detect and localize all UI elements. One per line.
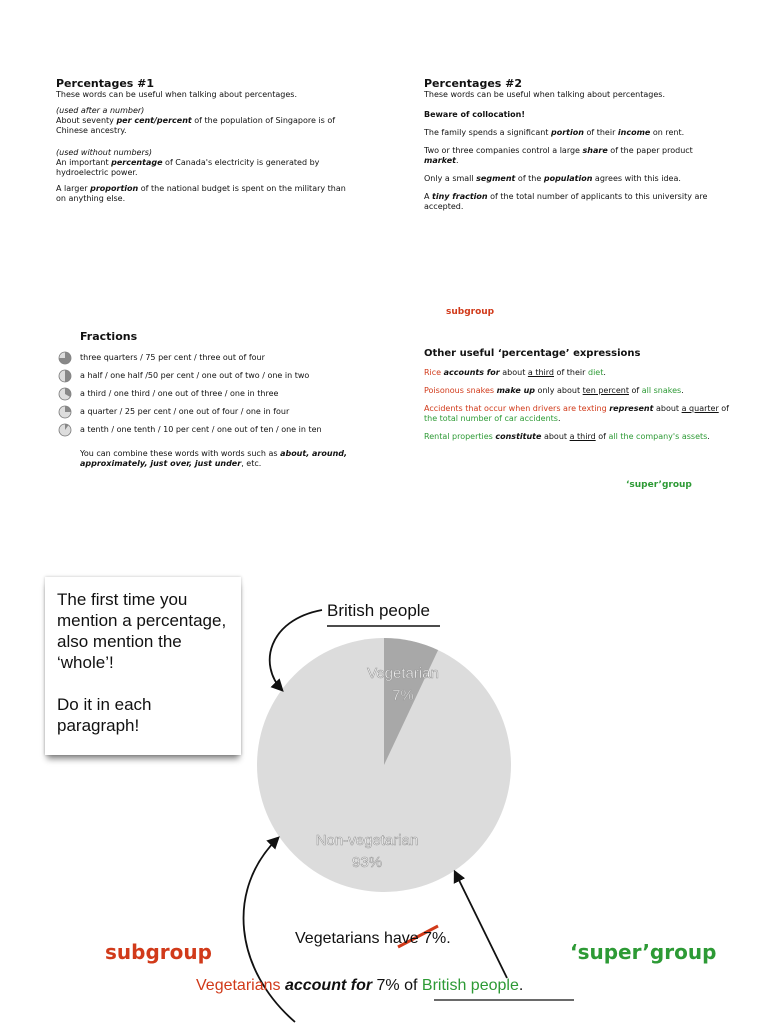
pie-label-non-vegetarian: Non-vegetarian <box>315 832 419 849</box>
half-pie-icon <box>58 369 72 383</box>
after-number-example: About seventy per cent/percent of the population of Singapore is of Chinese ancestry. <box>56 116 336 135</box>
expression-example: Poisonous snakes make up only about ten percent of all snakes. <box>424 386 684 395</box>
without-numbers-label: (used without numbers) <box>56 148 153 157</box>
percentages-1-section <box>56 78 356 204</box>
collocation-warning: Beware of collocation! <box>424 110 525 119</box>
tenth-pie-icon <box>58 423 72 437</box>
expression-example: Rental properties constitute about a third of all the company's assets. <box>424 432 710 441</box>
expression-example: Rice accounts for about a third of their diet. <box>424 368 606 377</box>
third-pie-icon <box>58 387 72 401</box>
percentages-2-section <box>424 78 724 212</box>
percentages-1-intro: These words can be useful when talking about percentages. <box>56 90 297 99</box>
useful-expressions-title: Other useful ‘percentage’ expressions <box>424 348 641 359</box>
pie-value-vegetarian: 7% <box>392 687 414 704</box>
quarter-pie-icon <box>58 405 72 419</box>
fraction-row: a tenth / one tenth / 10 per cent / one out of ten / one in ten <box>58 421 358 439</box>
fraction-row: a third / one third / one out of three / one in three <box>58 385 358 403</box>
percentages-1-title: Percentages #1 <box>56 77 155 90</box>
fraction-example: A tiny fraction of the total number of applicants to this university are accepted. <box>424 192 708 211</box>
fraction-row: three quarters / 75 per cent / three out of four <box>58 349 358 367</box>
combine-note: You can combine these words with words such as about, around, approximately, just over, just under, etc. <box>80 449 348 468</box>
wrong-sentence: Vegetarians have 7%. <box>295 930 451 947</box>
small-subgroup-label: subgroup <box>446 307 495 317</box>
share-example: Two or three companies control a large share of the paper product market. <box>424 146 693 165</box>
fraction-row: a half / one half /50 per cent / one out of two / one in two <box>58 367 358 385</box>
correct-sentence: Vegetarians account for 7% of British people. <box>196 977 524 994</box>
pie-label-vegetarian: Vegetarian <box>367 665 439 682</box>
tip-note-card <box>45 577 241 755</box>
arrow-to-supergroup <box>455 872 507 978</box>
fractions-title: Fractions <box>80 330 138 343</box>
expression-example: Accidents that occur when drivers are texting represent about a quarter of the total number of car accidents. <box>424 404 729 423</box>
fraction-row: a quarter / 25 per cent / one out of four / one in four <box>58 403 358 421</box>
proportion-example: A larger proportion of the national budget is spent on the military than on anything else. <box>56 184 346 203</box>
portion-example: The family spends a significant portion of their income on rent. <box>424 128 685 137</box>
tip-text-1: The first time you mention a percentage, also mention the ‘whole’! <box>57 590 227 672</box>
big-supergroup-label: ‘super’group <box>570 940 717 964</box>
segment-example: Only a small segment of the population agrees with this idea. <box>424 174 681 183</box>
three-quarters-pie-icon <box>58 351 72 365</box>
percentages-2-title: Percentages #2 <box>424 77 523 90</box>
pie-value-non-vegetarian: 93% <box>351 854 383 871</box>
percentages-2-intro: These words can be useful when talking about percentages. <box>424 90 665 99</box>
percentage-example: An important percentage of Canada's electricity is generated by hydroelectric power. <box>56 158 320 177</box>
useful-expressions-section <box>424 348 734 442</box>
after-number-label: (used after a number) <box>56 106 145 115</box>
small-supergroup-label: ‘super’group <box>626 480 692 490</box>
pie-whole-label: British people <box>327 601 431 620</box>
tip-text-2: Do it in each paragraph! <box>57 695 152 735</box>
fractions-section <box>58 331 358 469</box>
big-subgroup-label: subgroup <box>105 940 212 964</box>
